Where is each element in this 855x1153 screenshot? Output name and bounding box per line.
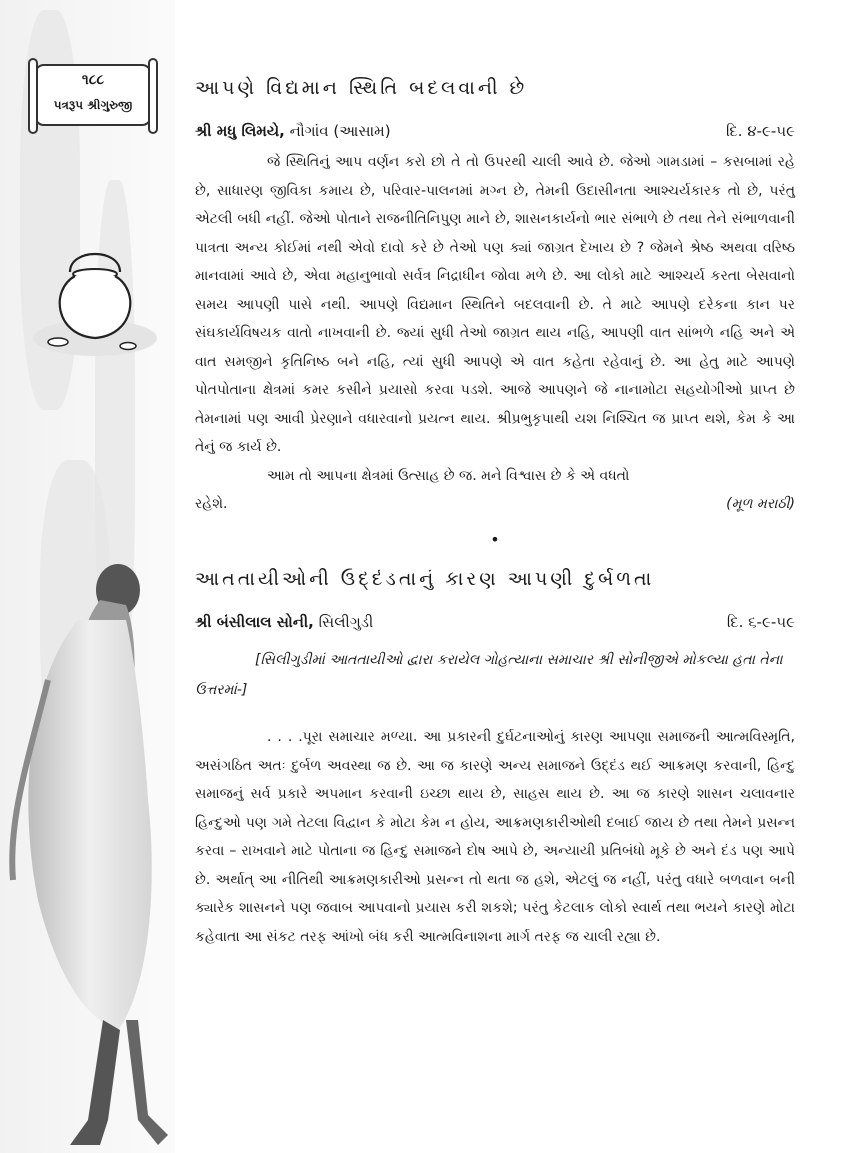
letter-2-place: સિલીગુડી (318, 613, 374, 631)
letter-2-paragraph: . . . .પૂરા સમાચાર મળ્યા. આ પ્રકારની દુર્ઘટનાઓનું કારણ આપણા સમાજની આત્મવિસ્મૃતિ, અસંગઠિત અતઃ દુર્બળ અવસ્થા જ છે. આ જ કારણે અન્ય સમાજને ઉદ્દંડ થઈ આક્રમણ કરવાની, હિન્દુ સમાજનું સર્વ પ્રકારે અપમાન કરવાની ઇચ્છા થાય છે, સાહસ થાય છે. આ જ કારણે શાસન ચલાવનાર હિન્દુઓ પણ ગમે તેટલા વિદ્વાન કે મોટા કેમ ન હોય, આક્રમણકારીઓથી દબાઈ જાય છે તથા તેમને પ્રસન્ન કરવા – રાખવાને માટે પોતાના જ હિન્દુ સમાજને દોષ આપે છે, અન્યાયી પ્રતિબંધો મૂકે છે અને દંડ પણ આપે છે. અર્થાત્ આ નીતિથી આક્રમણકારીઓ પ્રસન્ન તો થતા જ હશે, એટલું જ નહીં, પરંતુ વધારે બળવાન બની ક્યારેક શાસનને પણ જવાબ આપવાનો પ્રયાસ કરી શકશે; પરંતુ કેટલાક લોકો સ્વાર્થ તથા ભયને કારણે મોટા કહેવાતા આ સંકટ તરફ આંખો બંધ કરી આત્મવિનાશના માર્ગ તરફ જ ચાલી રહ્યા છે. (195, 729, 795, 945)
section-separator: • (490, 530, 500, 549)
letter-1-source-note: (મૂળ મરાઠી) (726, 496, 795, 512)
letter-2-author: શ્રી બંસીલાલ સોની, (195, 613, 314, 631)
letter-1-body (195, 148, 795, 518)
letter-2-recipient (195, 613, 373, 635)
walking-figure-photo (8, 560, 178, 1150)
letter-2-body (195, 723, 795, 951)
letter-2 (195, 563, 795, 951)
letter-2-heading: આતતાયીઓની ઉદ્દંડતાનું કારણ આપણી દુર્બળતા (195, 568, 655, 590)
book-title: પત્રરૂપ શ્રીગુરુજી (53, 98, 133, 112)
letter-1-meta (195, 122, 795, 144)
letter-1 (195, 72, 795, 518)
page-number: ૧૮૮ (81, 72, 105, 88)
letter-1-closing (195, 490, 795, 518)
letter-1-date: દિ. ૪-૯-૫૯ (725, 122, 795, 140)
letter-1-author: શ્રી મધુ લિમયે, (195, 122, 285, 140)
water-pot-illustration (30, 250, 160, 360)
letter-1-heading: આપણે વિદ્યમાન સ્થિતિ બદલવાની છે (195, 77, 528, 99)
letter-1-closing-word: રહેશે. (195, 496, 228, 512)
page-number-scroll-badge (34, 64, 152, 126)
letter-1-recipient (195, 122, 391, 144)
letter-2-date: દિ. ૬-૯-૫૯ (726, 613, 795, 631)
letter-1-paragraph: આમ તો આપના ક્ષેત્રમાં ઉત્સાહ છે જ. મને વિશ્વાસ છે કે એ વધતો (267, 467, 630, 484)
letter-1-paragraph: જે સ્થિતિનું આપ વર્ણન કરો છો તે તો ઉપરથી ચાલી આવે છે. જેઓ ગામડામાં – કસબામાં રહે છે, સાધારણ જીવિકા કમાય છે, પરિવાર-પાલનમાં મગ્ન છે, તેમની ઉદાસીનતા આશ્ચર્યકારક તો છે, પરંતુ એટલી બધી નહીં. જેઓ પોતાને રાજનીતિનિપુણ માને છે, શાસનકાર્યનો ભાર સંભાળે છે તથા તેને સંભાળવાની પાત્રતા અન્ય કોઈમાં નથી એવો દાવો કરે છે તેઓ પણ ક્યાં જાગ્રત દેખાય છે ? જેમને શ્રેષ્ઠ અથવા વરિષ્ઠ માનવામાં આવે છે, એવા મહાનુભાવો સર્વત્ર નિદ્રાધીન જોવા મળે છે. આ લોકો માટે આશ્ચર્ય કરતા બેસવાનો સમય આપણી પાસે નથી. આપણે વિદ્યમાન સ્થિતિને બદલવાની છે. તે માટે આપણે દરેકના કાન પર સંઘકાર્યવિષયક વાતો નાખવાની છે. જ્યાં સુધી તેઓ જાગ્રત થાય નહિ, આપણી વાત સાંભળે નહિ અને એ વાત સમજીને કૃતિનિષ્ઠ બને નહિ, ત્યાં સુધી આપણે એ વાત કહેતા રહેવાનું છે. આ હેતુ માટે આપણે પોતપોતાના ક્ષેત્રમાં કમર કસીને પ્રયાસો કરવા પડશે. આજે આપણને જે નાનામોટા સહયોગીઓ પ્રાપ્ત છે તેમનામાં પણ આવી પ્રેરણાને વધારવાનો પ્રયત્ન થાય. શ્રીપ્રભુકૃપાથી યશ નિશ્ચિત જ પ્રાપ્ત થશે, કેમ કે આ તેનું જ કાર્ય છે. (195, 154, 795, 455)
letter-2-context-note: [સિલીગુડીમાં આતતાયીઓ દ્વારા કરાયેલ ગોહત્યાના સમાચાર શ્રી સોનીજીએ મોકલ્યા હતા તેના ઉત્તરમાં-] (195, 652, 783, 698)
letter-1-place: નૌગાંવ (આસામ) (289, 122, 391, 140)
letter-2-meta (195, 613, 795, 635)
page-content (195, 72, 795, 951)
